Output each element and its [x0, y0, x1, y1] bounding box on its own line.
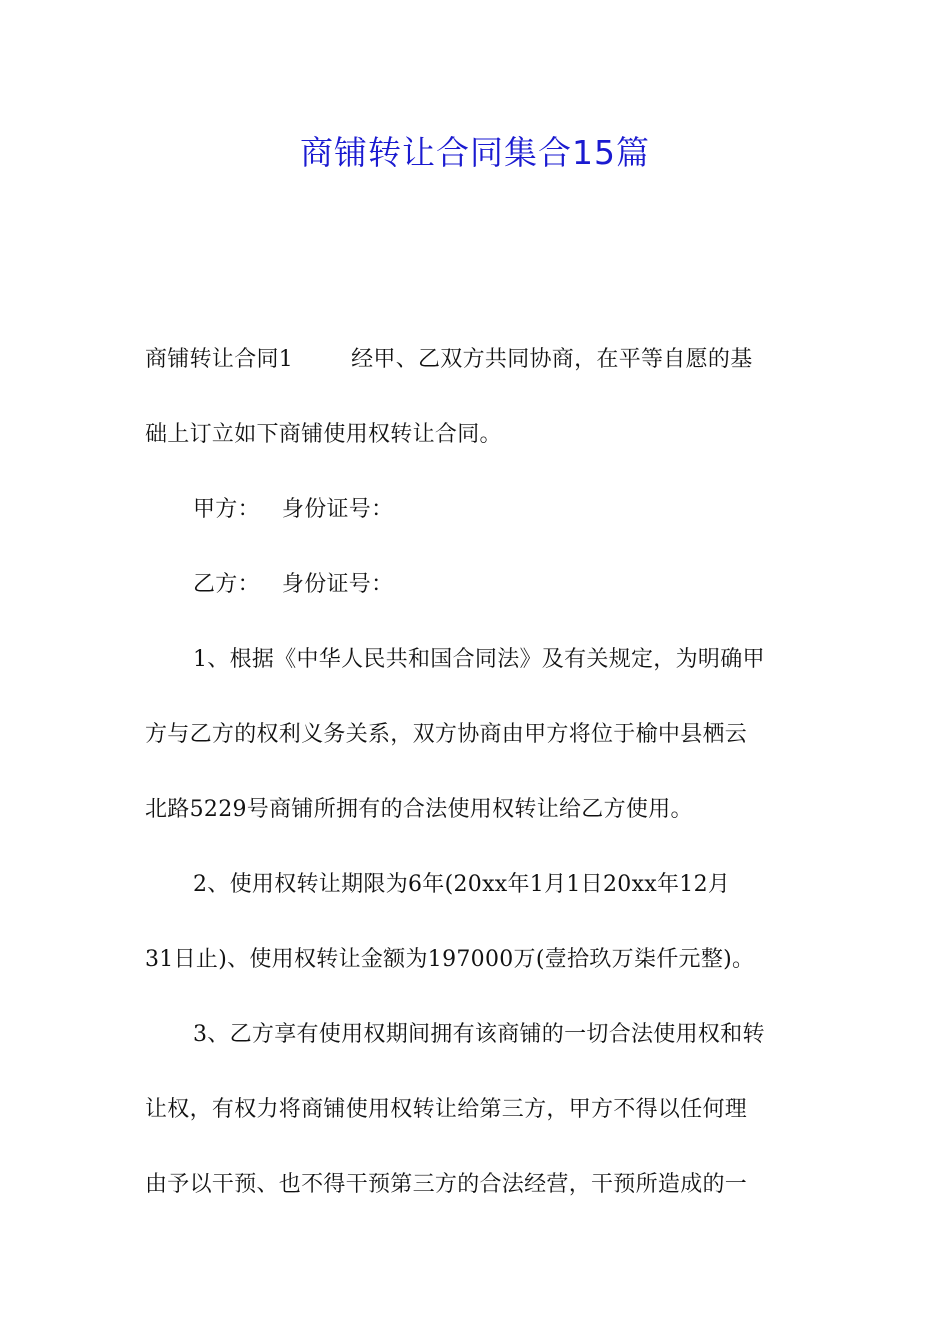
paragraph-text: 经甲、乙双方共同协商，在平等自愿的基 — [351, 347, 753, 372]
paragraph-line-11: 让权，有权力将商铺使用权转让给第三方，甲方不得以任何理 — [145, 1097, 748, 1122]
paragraph-line-2: 础上订立如下商铺使用权转让合同。 — [145, 422, 502, 447]
paragraph-line-10: 3、乙方享有使用权期间拥有该商铺的一切合法使用权和转 — [193, 1022, 765, 1047]
paragraph-line-12: 由予以干预、也不得干预第三方的合法经营，干预所造成的一 — [145, 1172, 748, 1197]
document-title: 商铺转让合同集合15篇 — [300, 133, 650, 172]
section-heading: 商铺转让合同1 — [145, 347, 294, 372]
paragraph-line-9: 31日止)、使用权转让金额为197000万(壹拾玖万柒仟元整)。 — [145, 947, 755, 972]
party-b-line — [193, 570, 858, 600]
paragraph-line-6: 方与乙方的权利义务关系，双方协商由甲方将位于榆中县栖云 — [145, 722, 748, 747]
paragraph-line-7: 北路5229号商铺所拥有的合法使用权转让给乙方使用。 — [145, 797, 693, 822]
party-a-label: 甲方： — [193, 497, 260, 522]
paragraph-line-8: 2、使用权转让期限为6年(20xx年1月1日20xx年12月 — [193, 872, 731, 897]
party-a-line — [193, 495, 858, 525]
paragraph-line-1 — [145, 345, 810, 375]
paragraph-line-5: 1、根据《中华人民共和国合同法》及有关规定，为明确甲 — [193, 647, 765, 672]
party-a-id-label: 身份证号： — [281, 497, 394, 522]
party-b-label: 乙方： — [193, 572, 260, 597]
party-b-id-label: 身份证号： — [281, 572, 394, 597]
